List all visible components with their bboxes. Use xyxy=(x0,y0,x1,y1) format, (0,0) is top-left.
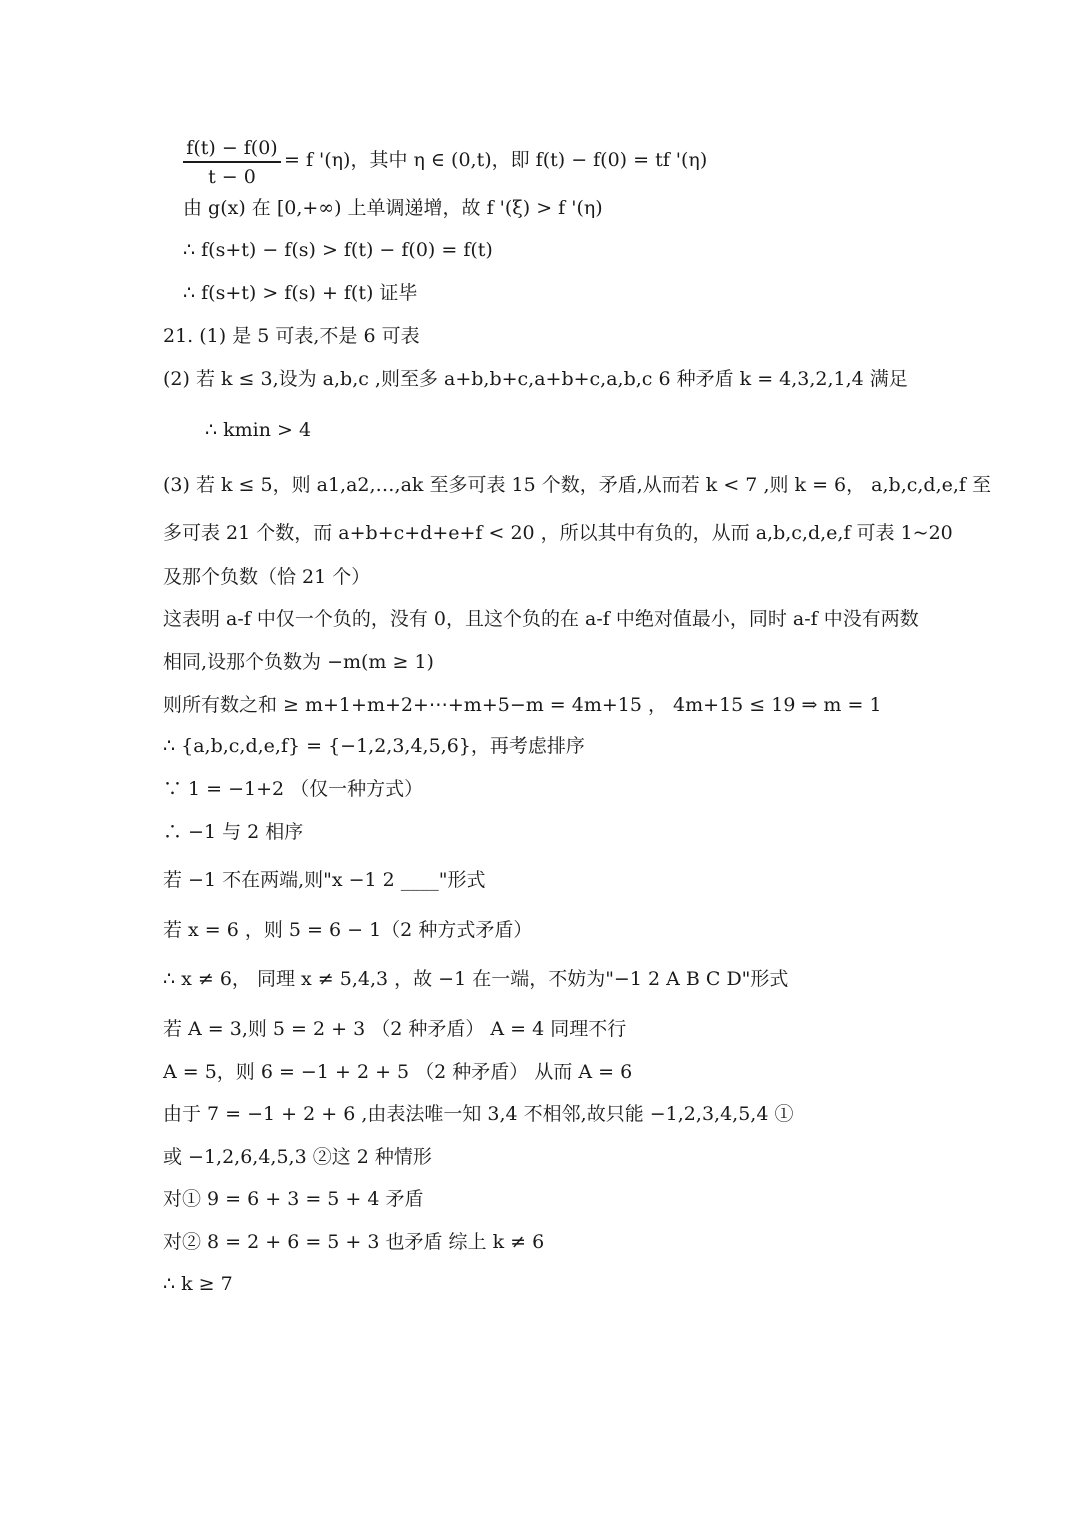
q21-part3-line9: ∴ −1 与 2 相序 xyxy=(163,821,304,843)
q21-part3-line16: 或 −1,2,6,4,5,3 ②这 2 种情形 xyxy=(163,1146,432,1168)
q21-part3-line13: 若 A = 3,则 5 = 2 + 3 （2 种矛盾） A = 4 同理不行 xyxy=(163,1018,627,1040)
q21-part3-line2: 多可表 21 个数，而 a+b+c+d+e+f < 20 ，所以其中有负的，从而 a,b,c,d,e,f 可表 1~20 xyxy=(163,522,953,544)
q21-part3-line15: 由于 7 = −1 + 2 + 6 ,由表法唯一知 3,4 不相邻,故只能 −1,2,3,4,5,4 ① xyxy=(163,1103,794,1125)
qed-line: ∴ f(s+t) > f(s) + f(t) 证毕 xyxy=(183,282,418,304)
q21-part3-line6: 则所有数之和 ≥ m+1+m+2+⋯+m+5−m = 4m+15 ， 4m+15 ≤ 19 ⇒ m = 1 xyxy=(163,694,882,716)
inequality-line: ∴ f(s+t) − f(s) > f(t) − f(0) = f(t) xyxy=(183,239,493,261)
q21-part3-line19: ∴ k ≥ 7 xyxy=(163,1273,233,1295)
q21-part2: (2) 若 k ≤ 3,设为 a,b,c ,则至多 a+b,b+c,a+b+c,a,b,c 6 种矛盾 k = 4,3,2,1,4 满足 xyxy=(163,368,908,390)
q21-part3-line17: 对① 9 = 6 + 3 = 5 + 4 矛盾 xyxy=(163,1188,424,1210)
q21-part3-line4: 这表明 a-f 中仅一个负的，没有 0，且这个负的在 a-f 中绝对值最小，同时 a-f 中没有两数 xyxy=(163,608,919,630)
q21-part1: 21. (1) 是 5 可表,不是 6 可表 xyxy=(163,325,420,347)
q21-part3-line18: 对② 8 = 2 + 6 = 5 + 3 也矛盾 综上 k ≠ 6 xyxy=(163,1231,545,1253)
kmin-line: ∴ kmin > 4 xyxy=(205,419,312,441)
fraction-bar xyxy=(183,161,281,163)
fraction-numerator: f(t) − f(0) xyxy=(186,137,278,159)
q21-part3-line14: A = 5，则 6 = −1 + 2 + 5 （2 种矛盾） 从而 A = 6 xyxy=(163,1061,633,1083)
fraction-denominator: t − 0 xyxy=(208,165,256,188)
q21-part3-line5: 相同,设那个负数为 −m(m ≥ 1) xyxy=(163,651,434,673)
q21-part3-line12: ∴ x ≠ 6， 同理 x ≠ 5,4,3 ，故 −1 在一端，不妨为"−1 2 A B C D"形式 xyxy=(163,968,789,990)
q21-part3-line11: 若 x = 6 ，则 5 = 6 − 1（2 种方式矛盾） xyxy=(163,919,533,941)
q21-part3-line8: ∵ 1 = −1+2 （仅一种方式） xyxy=(163,778,424,800)
monotonic-line: 由 g(x) 在 [0,+∞) 上单调递增，故 f '(ξ) > f '(η) xyxy=(183,197,603,219)
q21-part3-line3: 及那个负数（恰 21 个） xyxy=(163,566,371,588)
q21-part3-line1: (3) 若 k ≤ 5，则 a1,a2,…,ak 至多可表 15 个数，矛盾,从而若 k < 7 ,则 k = 6， a,b,c,d,e,f 至 xyxy=(163,474,991,496)
proof-fraction xyxy=(183,137,281,188)
mean-value-line: = f '(η)，其中 η ∈ (0,t)，即 f(t) − f(0) = tf '(η) xyxy=(284,149,708,171)
q21-part3-line7: ∴ {a,b,c,d,e,f} = {−1,2,3,4,5,6}，再考虑排序 xyxy=(163,735,585,757)
q21-part3-line10: 若 −1 不在两端,则"x −1 2 ____"形式 xyxy=(163,869,486,891)
